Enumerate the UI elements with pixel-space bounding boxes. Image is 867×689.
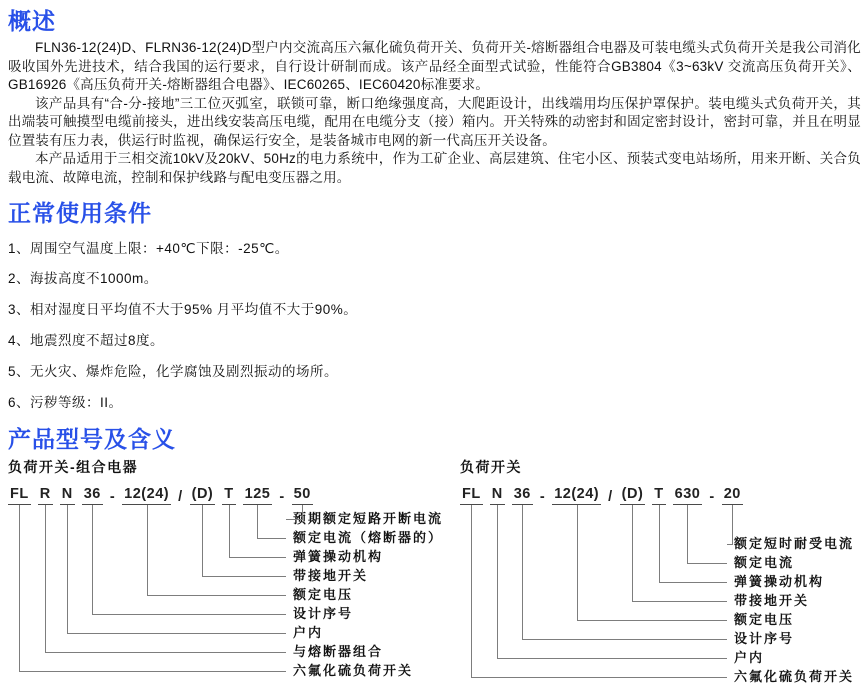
model-token: 125 — [243, 486, 273, 505]
conditions-section — [8, 200, 861, 411]
model-token: N — [60, 486, 75, 505]
model-token: R — [38, 486, 53, 505]
model-field-label: 六氟化硫负荷开关 — [734, 669, 855, 685]
overview-paragraph: 该产品具有“合-分-接地”三工位灭弧室，联锁可靠，断口绝缘强度高，大爬距设计，出线端用均压保护罩保护。装电缆头式负荷开关，其出端装可触摸型电缆前接头，进出线安装高压电缆，配用在电缆分支（接）箱内。开关特殊的动密封和固定密封设计，密封可靠，并且在明显位置装有压力表，供运行时监视，确保运行安全，是装备城市电网的新一代高压开关设备。 — [8, 95, 861, 148]
model-token: FL — [8, 486, 31, 505]
model-field-label: 户内 — [293, 625, 324, 641]
model-separator: - — [109, 489, 116, 506]
model-field-label: 额定电流（熔断器的） — [293, 530, 444, 546]
overview-paragraphs — [8, 39, 861, 187]
overview-paragraph: 本产品适用于三相交流10kV及20kV、50Hz的电力系统中，作为工矿企业、高层建筑、住宅小区、预装式变电站场所，用来开断、关合负载电流、故障电流，控制和保护线路与配电变压器之用。 — [8, 151, 861, 185]
model-diagram-load-switch — [460, 455, 861, 689]
model-field-label: 六氟化硫负荷开关 — [293, 663, 414, 679]
model-field-label: 带接地开关 — [293, 568, 369, 584]
model-separator: - — [279, 489, 285, 506]
model-token: 50 — [292, 486, 313, 505]
model-separator: - — [709, 489, 715, 506]
model-token: (D) — [620, 486, 646, 505]
model-field-label: 带接地开关 — [734, 593, 810, 609]
callout-lines — [460, 505, 861, 689]
model-field-label: 弹簧操动机构 — [293, 549, 384, 565]
model-separator: - — [539, 489, 546, 506]
model-token: FL — [460, 486, 483, 505]
model-field-label: 弹簧操动机构 — [734, 574, 825, 590]
model-diagram-switch-fuse-combination — [8, 455, 460, 689]
model-field-label: 预期额定短路开断电流 — [293, 511, 444, 527]
model-field-label: 设计序号 — [734, 631, 795, 647]
model-token: 630 — [673, 486, 703, 505]
overview-paragraph: FLN36-12(24)D、FLRN36-12(24)D型户内交流高压六氟化硫负荷开关、负荷开关-熔断器组合电器及可装电缆头式负荷开关是我公司消化吸收国外先进技术，结合我国的运行要求，自行设计研制而成。该产品经全面型式试验，性能符合GB3804《3~63kV 交流高压负荷开关》、GB16926《高压负荷开关-熔断器组合电器》、IEC60265、IEC60420标准要求。 — [8, 40, 861, 92]
overview-section — [8, 8, 861, 187]
model-token: 20 — [722, 486, 743, 505]
model-token: T — [222, 486, 235, 505]
model-token: (D) — [190, 486, 216, 505]
overview-title: 概述 — [8, 8, 56, 34]
model-field-label: 户内 — [734, 650, 765, 666]
diagram-callouts — [8, 505, 460, 683]
models-section — [8, 426, 861, 689]
diagram-subtitle: 负荷开关-组合电器 — [8, 459, 139, 476]
model-field-label: 额定短时耐受电流 — [734, 536, 855, 552]
model-field-label: 额定电压 — [293, 587, 354, 603]
condition-item: 6、污秽等级：II。 — [8, 395, 123, 411]
condition-item: 2、海拔高度不1000m。 — [8, 271, 158, 287]
model-token: 36 — [512, 486, 533, 505]
conditions-list — [8, 240, 861, 412]
model-token: N — [490, 486, 505, 505]
condition-item: 1、周围空气温度上限：+40℃下限：-25℃。 — [8, 240, 289, 256]
diagram-subtitle: 负荷开关 — [460, 459, 522, 476]
diagram-callouts — [460, 505, 861, 689]
conditions-title: 正常使用条件 — [8, 200, 152, 226]
model-separator: / — [178, 489, 183, 506]
model-token: 36 — [82, 486, 103, 505]
model-field-label: 与熔断器组合 — [293, 644, 384, 660]
model-token: 12(24) — [552, 486, 601, 505]
model-code — [460, 486, 861, 505]
condition-item: 4、地震烈度不超过8度。 — [8, 333, 165, 349]
model-field-label: 设计序号 — [293, 606, 354, 622]
model-token: 12(24) — [122, 486, 171, 505]
condition-item: 5、无火灾、爆炸危险，化学腐蚀及剧烈振动的场所。 — [8, 364, 339, 380]
model-token: T — [652, 486, 665, 505]
model-field-label: 额定电流 — [734, 555, 795, 571]
condition-item: 3、相对湿度日平均值不大于95% 月平均值不大于90%。 — [8, 302, 358, 318]
model-code — [8, 486, 460, 505]
model-separator: / — [608, 489, 613, 506]
model-field-label: 额定电压 — [734, 612, 795, 628]
models-title: 产品型号及含义 — [8, 426, 176, 453]
callout-lines — [8, 505, 460, 683]
model-diagrams — [8, 455, 861, 689]
